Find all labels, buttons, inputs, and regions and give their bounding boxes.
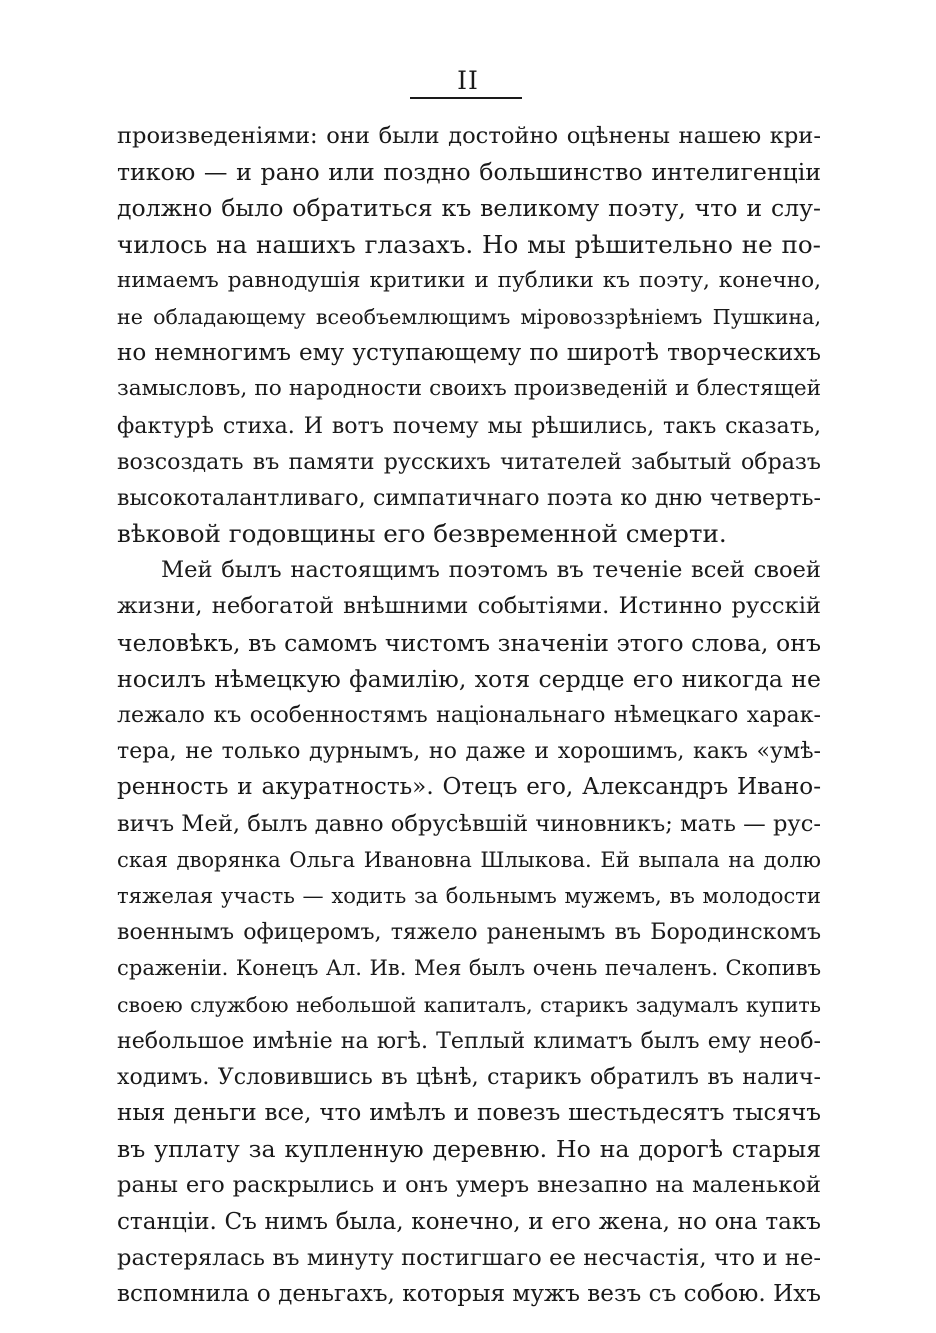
body-text [117,118,821,1312]
text-line: чилось на нашихъ глазахъ. Но мы рѣшительно не по- [117,229,821,259]
text-line: жизни, небогатой внѣшними событіями. Истинно русскій [117,593,821,620]
text-line: растерялась въ минуту постигшаго ее несчастія, что и не- [117,1244,821,1271]
text-line: не обладающему всеобъемлющимъ міровоззрѣніемъ Пушкина, [117,304,821,329]
text-line: ская дворянка Ольга Ивановна Шлыкова. Ей выпала на долю [117,846,821,872]
text-line: въ уплату за купленную деревню. Но на дорогѣ старыя [117,1135,821,1164]
text-line: своею службою небольшой капиталъ, старикъ задумалъ купить [117,992,821,1017]
paragraph-last-line: вѣковой годовщины его безвременной смерти. [117,519,727,549]
text-line: возсоздать въ памяти русскихъ читателей забытый образъ [117,448,821,475]
text-line: носилъ нѣмецкую фамилію, хотя сердце его никогда не [117,664,821,693]
text-line: ходимъ. Условившись въ цѣнѣ, старикъ обратилъ въ налич- [117,1063,821,1090]
text-line: станціи. Съ нимъ была, конечно, и его жена, но она такъ [117,1208,821,1235]
text-line: произведеніями: они были достойно оцѣнены нашею кри- [117,123,821,149]
page-number: II [457,66,479,95]
text-line: тикою — и рано или поздно большинство интелигенціи [117,158,821,187]
text-line: фактурѣ стиха. И вотъ почему мы рѣшились, такъ сказать, [117,412,821,439]
text-line: ренность и акуратность». Отецъ его, Александръ Ивано- [117,774,821,801]
text-line: должно было обратиться къ великому поэту, что и слу- [117,194,821,223]
text-line: лежало къ особенностямъ національнаго нѣмецкаго харак- [117,702,821,728]
text-line: высокоталантливаго, симпатичнаго поэта ко дню четверть- [117,484,821,511]
text-line: тера, не только дурнымъ, но даже и хорошимъ, какъ «умѣ- [117,738,821,765]
text-line: раны его раскрылись и онъ умеръ внезапно на маленькой [117,1172,821,1199]
text-line: военнымъ офицеромъ, тяжело раненымъ въ Бородинскомъ [117,919,821,946]
text-line: вспомнила о деньгахъ, которыя мужъ везъ съ собою. Ихъ [117,1281,821,1307]
page-number-rule [410,97,522,99]
text-line: тяжелая участь — ходить за больнымъ мужемъ, въ молодости [117,882,821,908]
text-line: небольшое имѣніе на югѣ. Теплый климатъ былъ ему необ- [117,1027,821,1054]
text-line: но немногимъ ему уступающему по широтѣ творческихъ [117,340,821,367]
text-line: замысловъ, по народности своихъ произведеній и блестящей [117,376,821,402]
text-line: нимаемъ равнодушія критики и публики къ поэту, конечно, [117,267,821,293]
text-line: ныя деньги все, что имѣлъ и повезъ шестьдесятъ тысячъ [117,1100,821,1127]
paragraph-first-line: Мей былъ настоящимъ поэтомъ въ теченіе всей своей [161,557,821,584]
text-line: вичъ Мей, былъ давно обрусѣвшій чиновникъ; мать — рус- [117,810,821,837]
text-line: человѣкъ, въ самомъ чистомъ значеніи этого слова, онъ [117,628,821,657]
text-line: сраженіи. Конецъ Ал. Ив. Мея былъ очень печаленъ. Скопивъ [117,955,821,981]
